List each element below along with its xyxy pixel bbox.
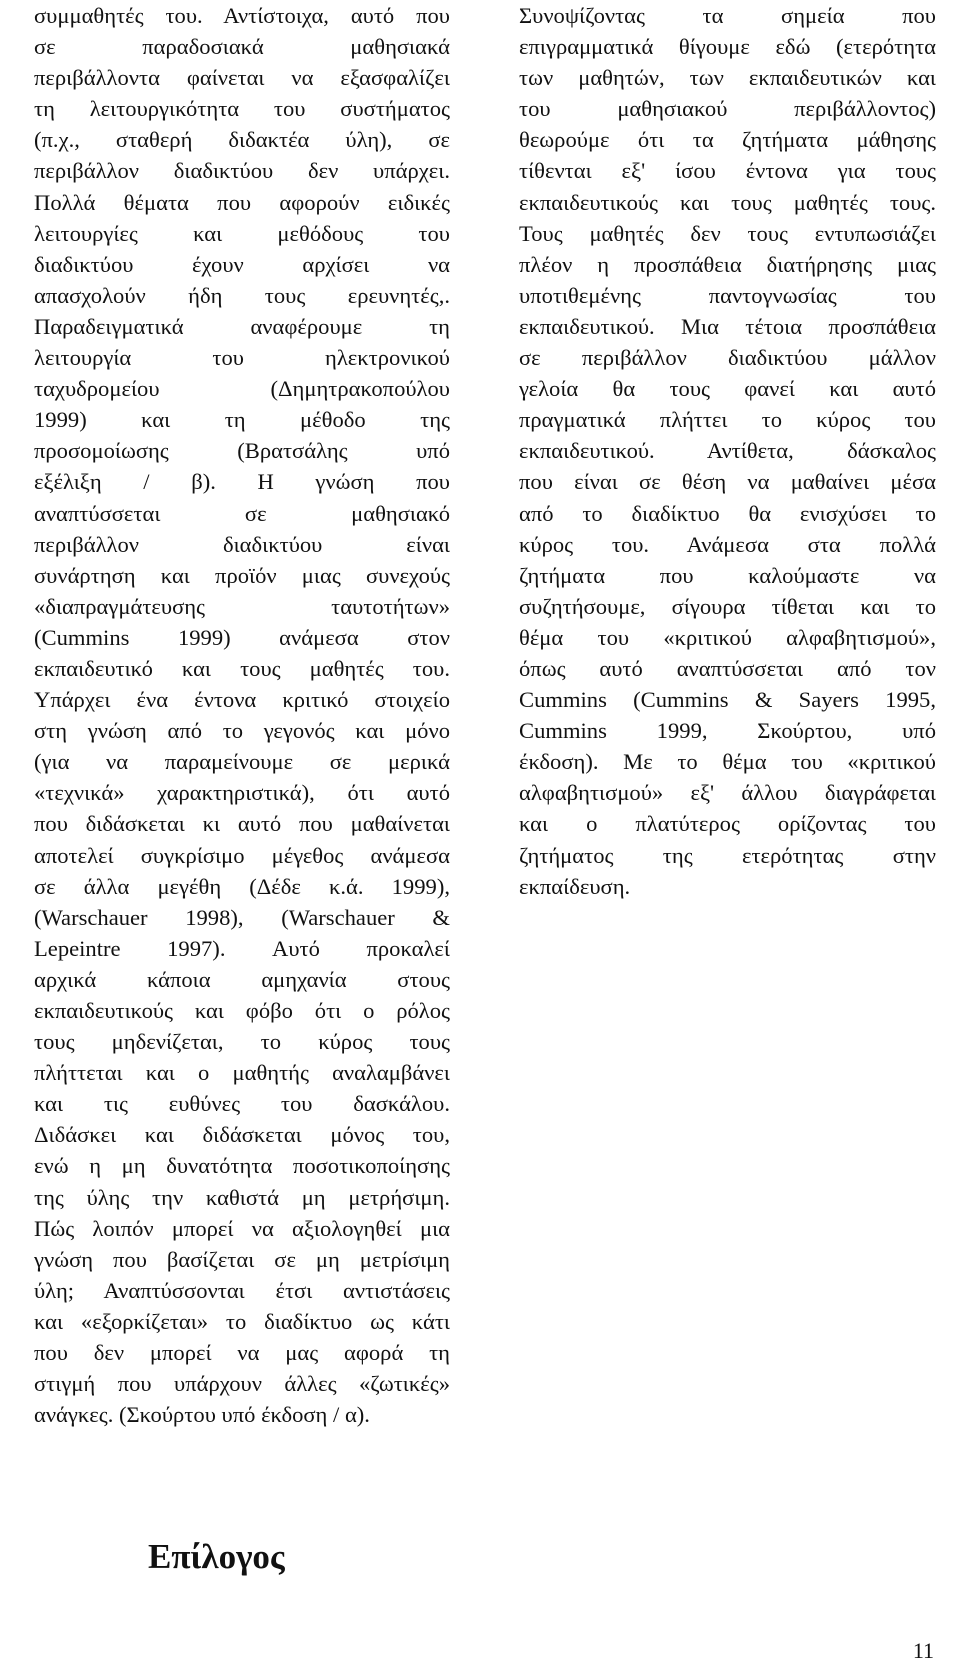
right-column-line: εκπαιδευτικού. Μια τέτοια προσπάθεια	[519, 313, 936, 339]
left-column-line: στιγμή που υπάρχουν άλλες «ζωτικές»	[34, 1371, 450, 1397]
right-column-line: Cummins 1999, Σκούρτου, υπό	[519, 718, 936, 744]
left-column-line: πλήττεται και ο μαθητής αναλαμβάνει	[34, 1060, 450, 1086]
left-column-line: απασχολούν ήδη τους ερευνητές,.	[34, 282, 450, 308]
left-column-line: συμμαθητές του. Αντίστοιχα, αυτό που	[34, 3, 450, 28]
left-column-line: λειτουργίες και μεθόδους του	[34, 220, 450, 246]
left-column-line: (π.χ., σταθερή διδακτέα ύλη), σε	[34, 127, 450, 153]
right-column-line: επιγραμματικά θίγουμε εδώ (ετερότητα	[519, 34, 936, 60]
left-column-line: ύλη; Αναπτύσσονται έτσι αντιστάσεις	[34, 1277, 450, 1303]
right-column-line: έκδοση). Με το θέμα του «κριτικού	[519, 749, 936, 775]
right-column-line: τίθενται εξ' ίσου έντονα για τους	[519, 158, 936, 184]
left-column-line: «τεχνικά» χαρακτηριστικά), ότι αυτό	[34, 780, 450, 806]
right-column-line: θεωρούμε ότι τα ζητήματα μάθησης	[519, 127, 936, 153]
left-column-line: περιβάλλοντα φαίνεται να εξασφαλίζει	[34, 65, 450, 91]
left-column-line: εκπαιδευτικούς και φόβο ότι ο ρόλος	[34, 998, 450, 1023]
left-column-line: και «εξορκίζεται» το διαδίκτυο ως κάτι	[34, 1308, 450, 1334]
left-column-line: που διδάσκεται κι αυτό που μαθαίνεται	[34, 811, 450, 837]
left-column-line: αρχικά κάποια αμηχανία στους	[34, 966, 450, 992]
right-column-line: ζητήματα που καλούμαστε να	[519, 562, 936, 588]
left-column-line: και τις ευθύνες του δασκάλου.	[34, 1091, 450, 1117]
right-text-column	[519, 0, 936, 902]
right-column-line: ζητήματος της ετερότητας στην	[519, 842, 936, 868]
left-column-line: αποτελεί συγκρίσιμο μέγεθος ανάμεσα	[34, 842, 450, 868]
right-column-line: γελοία θα τους φανεί και αυτό	[519, 376, 936, 402]
left-column-line: Διδάσκει και διδάσκεται μόνος του,	[34, 1122, 450, 1148]
right-column-line: και ο πλατύτερος ορίζοντας του	[519, 811, 936, 837]
left-column-line: αναπτύσσεται σε μαθησιακό	[34, 500, 450, 526]
left-column-line: ταχυδρομείου (Δημητρακοπούλου	[34, 376, 450, 402]
right-column-line: εκπαιδευτικούς και τους μαθητές τους.	[519, 189, 936, 215]
left-column-line: στη γνώση από το γεγονός και μόνο	[34, 718, 450, 744]
left-column-line: Παραδειγματικά αναφέρουμε τη	[34, 313, 450, 339]
left-column-line: «διαπραγμάτευσης ταυτοτήτων»	[34, 593, 450, 619]
left-column-line: σε άλλα μεγέθη (Δέδε κ.ά. 1999),	[34, 873, 450, 899]
page-number: 11	[912, 1638, 934, 1663]
left-column-line: Lepeintre 1997). Αυτό προκαλεί	[34, 935, 450, 961]
right-column-line: των μαθητών, των εκπαιδευτικών και	[519, 65, 936, 91]
left-column-line: Πώς λοιπόν μπορεί να αξιολογηθεί μια	[34, 1215, 450, 1241]
left-column-line: λειτουργία του ηλεκτρονικού	[34, 345, 450, 371]
left-column-line: συνάρτηση και προϊόν μιας συνεχούς	[34, 562, 450, 588]
right-column-line: όπως αυτό αναπτύσσεται από τον	[519, 655, 936, 681]
left-column-line: προσομοίωσης (Βρατσάλης υπό	[34, 438, 450, 464]
right-column-line: που είναι σε θέση να μαθαίνει μέσα	[519, 469, 936, 495]
left-column-line: εκπαιδευτικό και τους μαθητές του.	[34, 655, 450, 681]
right-column-line: αλφαβητισμού» εξ' άλλου διαγράφεται	[519, 780, 936, 806]
left-column-line: ανάγκες. (Σκούρτου υπό έκδοση / α).	[34, 1402, 370, 1428]
right-column-line: σε περιβάλλον διαδικτύου μάλλον	[519, 345, 936, 371]
right-column-line: πραγματικά πλήττει το κύρος του	[519, 407, 936, 433]
right-column-line: Cummins (Cummins & Sayers 1995,	[519, 687, 936, 713]
left-column-line: τους μηδενίζεται, το κύρος τους	[34, 1029, 450, 1055]
left-column-line: ενώ η μη δυνατότητα ποσοτικοποίησης	[34, 1153, 450, 1179]
right-column-line: Συνοψίζοντας τα σημεία που	[519, 3, 936, 28]
left-column-line: Υπάρχει ένα έντονα κριτικό στοιχείο	[34, 687, 450, 713]
left-column-line: περιβάλλον διαδικτύου είναι	[34, 531, 450, 557]
left-column-line: (Warschauer 1998), (Warschauer &	[34, 904, 450, 930]
right-column-line: θέμα του «κριτικού αλφαβητισμού»,	[519, 624, 936, 650]
right-column-line: συζητήσουμε, σίγουρα τίθεται και το	[519, 593, 936, 619]
left-column-line: τη λειτουργικότητα του συστήματος	[34, 96, 450, 122]
left-column-line: εξέλιξη / β). Η γνώση που	[34, 469, 450, 495]
right-column-line: από το διαδίκτυο θα ενισχύσει το	[519, 500, 936, 526]
left-column-line: που δεν μπορεί να μας αφορά τη	[34, 1340, 450, 1366]
left-column-line: της ύλης την καθιστά μη μετρήσιμη.	[34, 1184, 450, 1210]
left-column-line: γνώση που βασίζεται σε μη μετρίσιμη	[34, 1246, 450, 1272]
right-column-line: εκπαιδευτικού. Αντίθετα, δάσκαλος	[519, 438, 936, 464]
right-column-line: πλέον η προσπάθεια διατήρησης μιας	[519, 251, 936, 277]
right-column-line: του μαθησιακού περιβάλλοντος)	[519, 96, 936, 122]
left-column-line: (Cummins 1999) ανάμεσα στον	[34, 624, 450, 650]
left-column-line: Πολλά θέματα που αφορούν ειδικές	[34, 189, 450, 215]
right-column-line: εκπαίδευση.	[519, 873, 631, 899]
right-column-line: κύρος του. Ανάμεσα στα πολλά	[519, 531, 936, 557]
left-column-line: σε παραδοσιακά μαθησιακά	[34, 34, 450, 60]
left-column-line: (για να παραμείνουμε σε μερικά	[34, 749, 450, 775]
right-column-line: Τους μαθητές δεν τους εντυπωσιάζει	[519, 220, 936, 246]
left-column-line: 1999) και τη μέθοδο της	[34, 407, 450, 433]
left-text-column	[34, 0, 450, 1430]
left-column-line: περιβάλλον διαδικτύου δεν υπάρχει.	[34, 158, 450, 184]
right-column-line: υποτιθεμένης παντογνωσίας του	[519, 282, 936, 308]
section-heading: Επίλογος	[148, 1537, 285, 1576]
left-column-line: διαδικτύου έχουν αρχίσει να	[34, 251, 450, 277]
